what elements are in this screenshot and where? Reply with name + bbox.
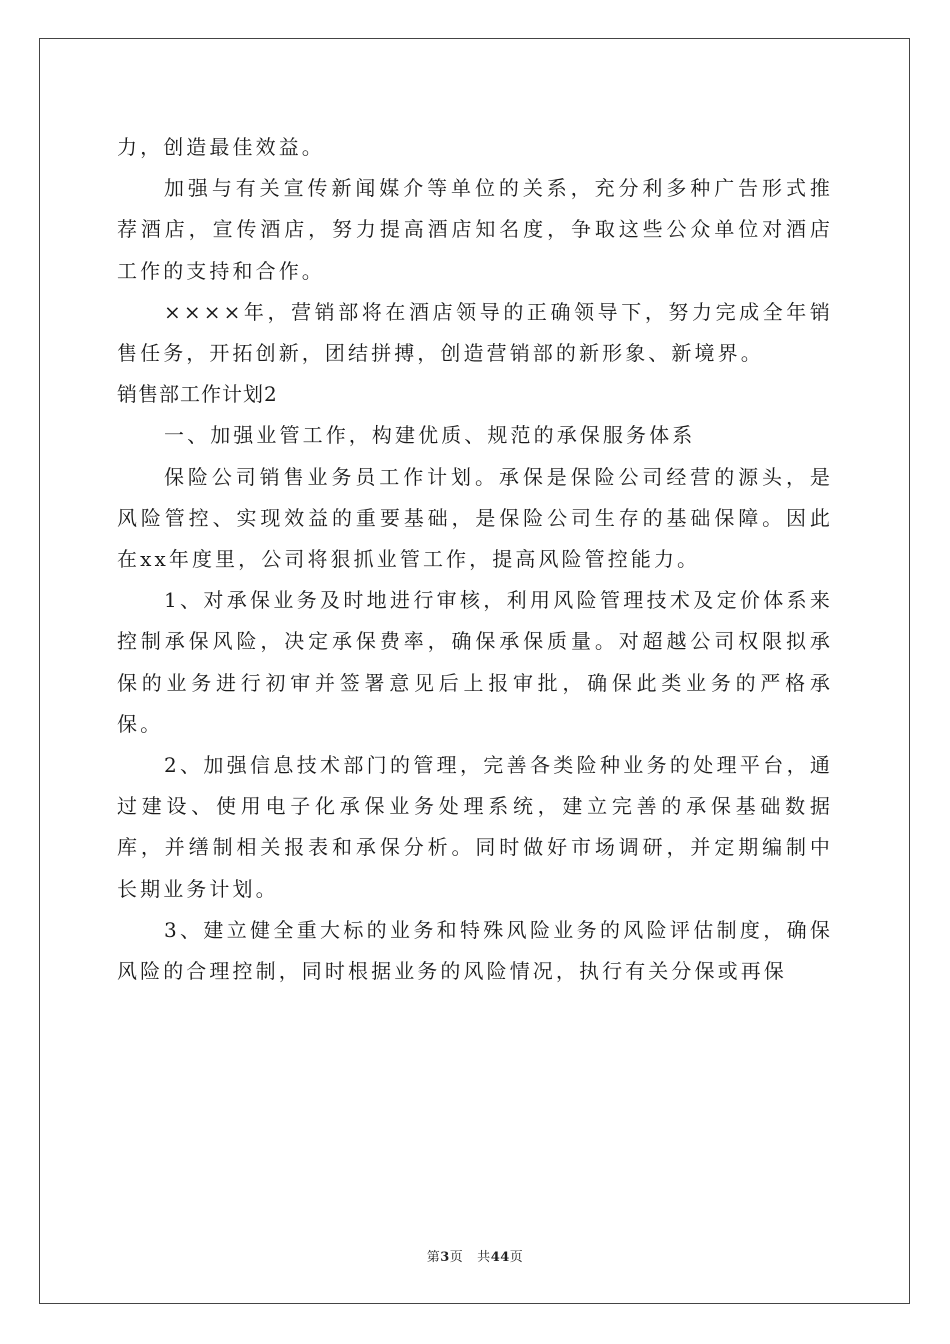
paragraph-1: 力，创造最佳效益。 bbox=[117, 135, 325, 159]
total-pages: 44 bbox=[490, 1250, 510, 1265]
page-prefix: 第 bbox=[426, 1250, 441, 1265]
paragraph-8: 3、建立健全重大标的业务和特殊风险业务的风险评估制度，确保风险的合理控制，同时根据业务的风险情况，执行有关分保或再保 bbox=[117, 917, 833, 984]
paragraph-6: 1、对承保业务及时地进行审核，利用风险管理技术及定价体系来控制承保风险，决定承保费率，确保承保质量。对超越公司权限拟承保的业务进行初审并签署意见后上报审批，确保此类业务的严格承保。 bbox=[117, 588, 833, 736]
section-heading: 销售部工作计划2 bbox=[117, 382, 278, 407]
paragraph-5: 保险公司销售业务员工作计划。承保是保险公司经营的源头，是风险管控、实现效益的重要基础，是保险公司生存的基础保障。因此在xx年度里，公司将狠抓业管工作，提高风险管控能力。 bbox=[117, 464, 833, 572]
page-suffix: 页 bbox=[449, 1250, 464, 1265]
paragraph-3: ××××年，营销部将在酒店领导的正确领导下，努力完成全年销售任务，开拓创新，团结拼搏，创造营销部的新形象、新境界。 bbox=[117, 299, 833, 366]
total-prefix: 共 bbox=[477, 1250, 491, 1265]
paragraph-7: 2、加强信息技术部门的管理，完善各类险种业务的处理平台，通过建设、使用电子化承保业务处理系统，建立完善的承保基础数据库，并缮制相关报表和承保分析。同时做好市场调研，并定期编制中长期业务计划。 bbox=[117, 753, 833, 901]
page-number: 3 bbox=[440, 1250, 450, 1265]
page-footer bbox=[0, 1249, 950, 1267]
paragraph-4: 一、加强业管工作，构建优质、规范的承保服务体系 bbox=[164, 423, 696, 448]
total-suffix: 页 bbox=[509, 1250, 524, 1265]
paragraph-2: 加强与有关宣传新闻媒介等单位的关系，充分利多种广告形式推荐酒店，宣传酒店，努力提高酒店知名度，争取这些公众单位对酒店工作的支持和合作。 bbox=[117, 176, 833, 283]
document-body bbox=[117, 127, 833, 992]
